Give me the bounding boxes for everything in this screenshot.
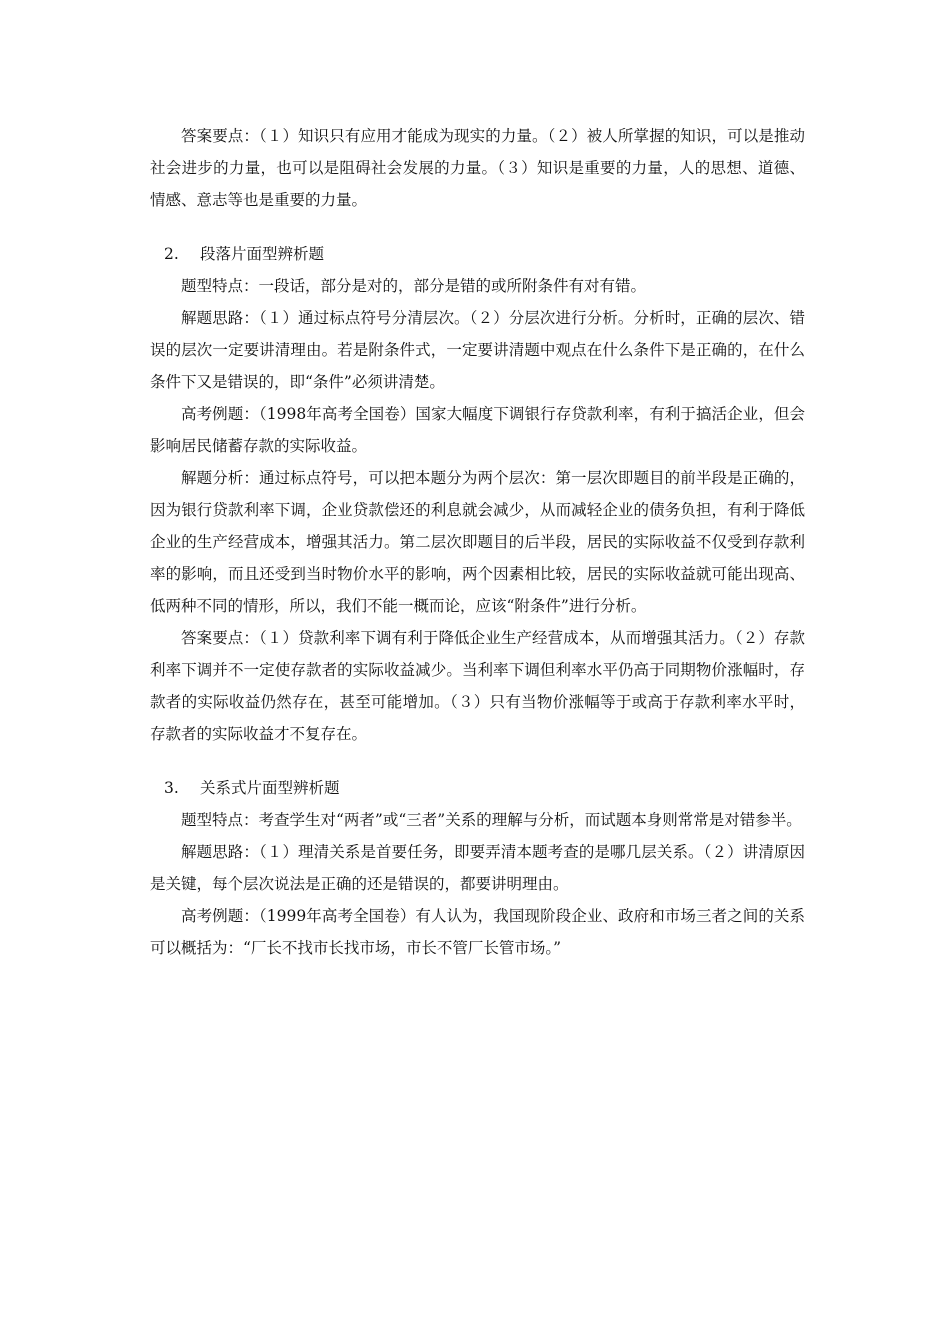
section2-heading [150,238,805,270]
section3-approach: 解题思路：（１）理清关系是首要任务，即要弄清本题考查的是哪几层关系。（２）讲清原因是关键，每个层次说法是正确的还是错误的，都要讲明理由。 [150,843,805,893]
section3-heading [150,772,805,804]
section-gap [150,750,805,772]
section2-features: 题型特点：一段话，部分是对的，部分是错的或所附条件有对有错。 [181,277,647,295]
section2-number: 2. [164,245,179,263]
section2-analysis: 解题分析：通过标点符号，可以把本题分为两个层次：第一层次即题目的前半段是正确的，因为银行贷款利率下调，企业贷款偿还的利息就会减少，从而减轻企业的债务负担，有利于降低企业的生产经营成本，增强其活力。第二层次即题目的后半段，居民的实际收益不仅受到存款利率的影响，而且还受到当时物价水平的影响，两个因素相比较，居民的实际收益就可能出现高、低两种不同的情形，所以，我们不能一概而论，应该“附条件”进行分析。 [150,469,805,615]
section2-approach: 解题思路：（１）通过标点符号分清层次。（２）分层次进行分析。分析时，正确的层次、错误的层次一定要讲清理由。若是附条件式，一定要讲清题中观点在什么条件下是正确的，在什么条件下又是错误的，即“条件”必须讲清楚。 [150,309,805,391]
section3-title: 关系式片面型辨析题 [200,779,340,797]
section2-example: 高考例题：（1998年高考全国卷）国家大幅度下调银行存贷款利率，有利于搞活企业，但会影响居民储蓄存款的实际收益。 [150,405,805,455]
section3-number: 3. [164,779,179,797]
section3-features: 题型特点：考查学生对“两者”或“三者”关系的理解与分析，而试题本身则常常是对错参半。 [181,811,802,829]
section1-answer: 答案要点：（１）知识只有应用才能成为现实的力量。（２）被人所掌握的知识，可以是推动社会进步的力量，也可以是阻碍社会发展的力量。（３）知识是重要的力量，人的思想、道德、情感、意志等也是重要的力量。 [150,127,805,209]
section-gap [150,216,805,238]
section2-title: 段落片面型辨析题 [200,245,325,263]
section3-example: 高考例题：（1999年高考全国卷）有人认为，我国现阶段企业、政府和市场三者之间的关系可以概括为：“厂长不找市长找市场，市长不管厂长管市场。” [150,907,805,957]
section2-answer: 答案要点：（１）贷款利率下调有利于降低企业生产经营成本，从而增强其活力。（２）存款利率下调并不一定使存款者的实际收益减少。当利率下调但利率水平仍高于同期物价涨幅时，存款者的实际收益仍然存在，甚至可能增加。（３）只有当物价涨幅等于或高于存款利率水平时，存款者的实际收益才不复存在。 [150,629,805,743]
document-page [150,120,805,964]
